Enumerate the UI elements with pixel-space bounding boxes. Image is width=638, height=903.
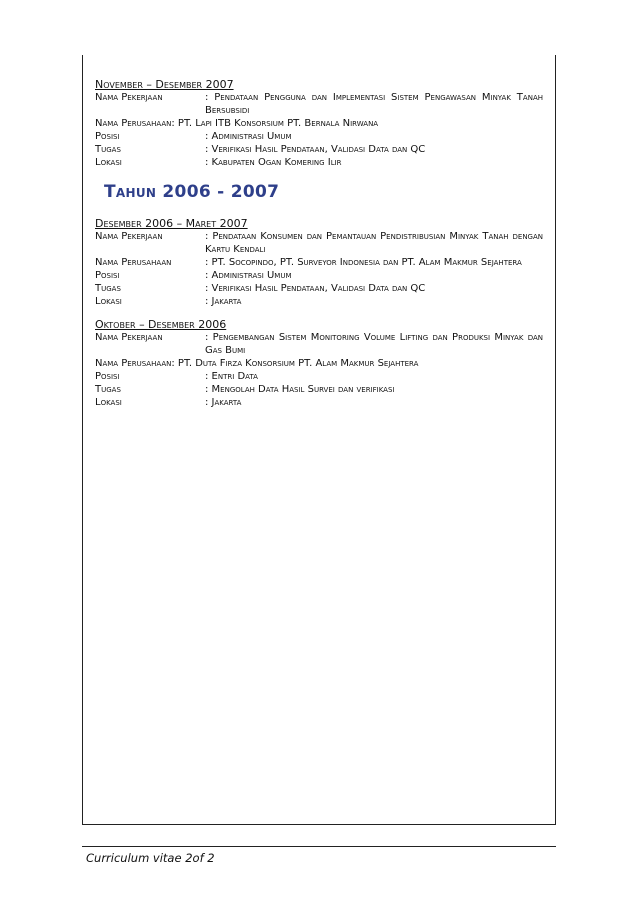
row-lokasi	[95, 156, 543, 169]
entry-dec-2006-mar-2007	[95, 217, 543, 308]
row-lokasi	[95, 396, 543, 409]
row-tugas	[95, 282, 543, 295]
value: : Pendataan Konsumen dan Pemantauan Pendistribusian Minyak Tanah dengan Kartu Kendali	[205, 231, 543, 255]
row-tugas	[95, 383, 543, 396]
row-nama-pekerjaan	[95, 230, 543, 256]
row-posisi	[95, 269, 543, 282]
row-nama-perusahaan	[95, 256, 543, 269]
value: : PT. Duta Firza Konsorsium PT. Alam Makmur Sejahtera	[171, 358, 419, 369]
value: : Entri Data	[205, 371, 258, 382]
label: Lokasi	[95, 157, 122, 168]
entry-period: Desember 2006 – Maret 2007	[95, 217, 248, 230]
value: : Administrasi Umum	[205, 131, 292, 142]
label: Nama Perusahaan	[95, 358, 172, 369]
value: : Verifikasi Hasil Pendataan, Validasi Data dan QC	[205, 144, 426, 155]
row-nama-pekerjaan	[95, 91, 543, 117]
footer-divider	[82, 846, 556, 847]
row-lokasi	[95, 295, 543, 308]
label: Tugas	[95, 384, 121, 395]
label: Lokasi	[95, 296, 122, 307]
row-posisi	[95, 370, 543, 383]
label: Nama Pekerjaan	[95, 92, 163, 103]
value: : Administrasi Umum	[205, 270, 292, 281]
label: Posisi	[95, 270, 120, 281]
label: Nama Perusahaan	[95, 257, 172, 268]
row-nama-perusahaan	[95, 357, 543, 370]
cv-content	[95, 78, 543, 409]
value: : Verifikasi Hasil Pendataan, Validasi Data dan QC	[205, 283, 426, 294]
entry-period: Oktober – Desember 2006	[95, 318, 227, 331]
label: Tugas	[95, 144, 121, 155]
value: : Mengolah Data Hasil Survei dan verifikasi	[205, 384, 395, 395]
row-tugas	[95, 143, 543, 156]
entry-period: November – Desember 2007	[95, 78, 234, 91]
value: : PT. Socopindo, PT. Surveyor Indonesia dan PT. Alam Makmur Sejahtera	[205, 257, 522, 268]
row-nama-perusahaan	[95, 117, 543, 130]
spacer	[95, 308, 543, 318]
value: : Jakarta	[205, 397, 242, 408]
label: Posisi	[95, 131, 120, 142]
label: Nama Pekerjaan	[95, 332, 163, 343]
row-nama-pekerjaan	[95, 331, 543, 357]
page-footer: Curriculum vitae 2of 2	[86, 851, 215, 865]
entry-oct-dec-2006	[95, 318, 543, 409]
value: : Pendataan Pengguna dan Implementasi Sistem Pengawasan Minyak Tanah Bersubsidi	[205, 92, 543, 116]
section-title: Tahun 2006 - 2007	[104, 182, 280, 202]
entry-nov-dec-2007	[95, 78, 543, 169]
value: : Pengembangan Sistem Monitoring Volume Lifting dan Produksi Minyak dan Gas Bumi	[205, 332, 543, 356]
row-posisi	[95, 130, 543, 143]
label: Nama Perusahaan	[95, 118, 172, 129]
value: : Jakarta	[205, 296, 242, 307]
value: : PT. Lapi ITB Konsorsium PT. Bernala Nirwana	[171, 118, 379, 129]
value: : Kabupaten Ogan Komering Ilir	[205, 157, 342, 168]
label: Lokasi	[95, 397, 122, 408]
label: Tugas	[95, 283, 121, 294]
label: Posisi	[95, 371, 120, 382]
label: Nama Pekerjaan	[95, 231, 163, 242]
